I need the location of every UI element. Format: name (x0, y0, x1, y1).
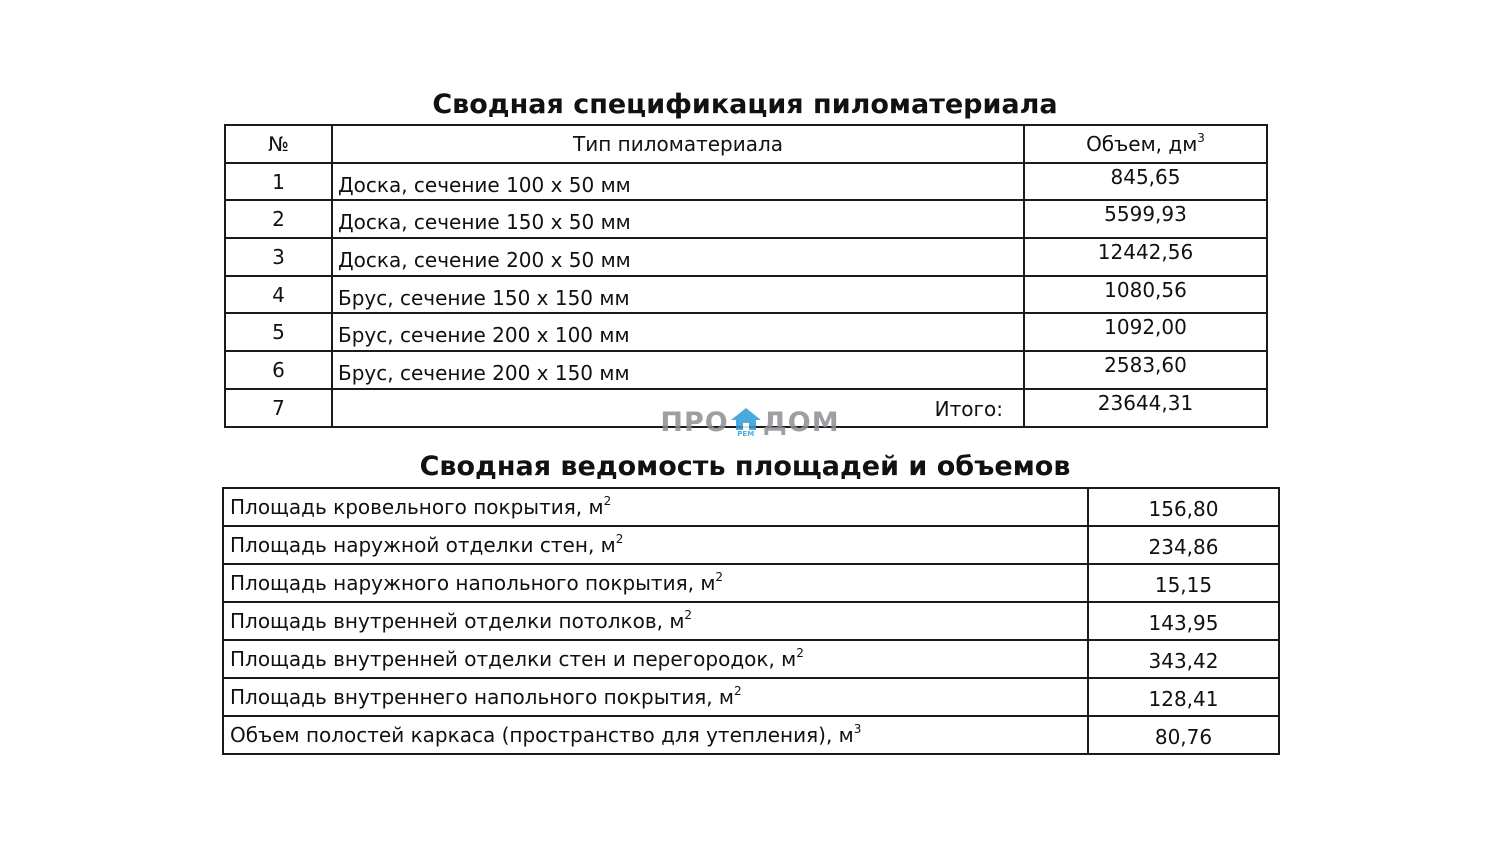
total-label: Итого: (332, 389, 1024, 427)
row-label: Площадь внутренней отделки потолков, $м^2$ (223, 602, 1088, 640)
row-num: 4 (225, 276, 332, 314)
row-label: Площадь наружной отделки стен, $м^2$ (223, 526, 1088, 564)
total-num: 7 (225, 389, 332, 427)
row-num: 2 (225, 200, 332, 238)
row-volume: 845,65 (1024, 163, 1267, 201)
row-value: 343,42 (1088, 640, 1279, 678)
table-row (225, 163, 1267, 201)
row-num: 3 (225, 238, 332, 276)
watermark-text-left: ПРО (660, 406, 729, 438)
spec-title: Сводная спецификация пиломатериала (432, 89, 1058, 120)
row-type: Доска, сечение 100 х 50 мм (332, 163, 1024, 201)
table-row (223, 488, 1279, 526)
header-num: № (225, 125, 332, 163)
areas-table (222, 487, 1280, 755)
table-row (225, 313, 1267, 351)
header-volume: Объем, $дм^3$ (1024, 125, 1267, 163)
header-type: Тип пиломатериала (332, 125, 1024, 163)
row-value: 128,41 (1088, 678, 1279, 716)
row-num: 1 (225, 163, 332, 201)
row-type: Брус, сечение 200 х 100 мм (332, 313, 1024, 351)
row-label: Объем полостей каркаса (пространство для утепления), $м^3$ (223, 716, 1088, 754)
total-volume: 23644,31 (1024, 389, 1267, 427)
table-row (223, 640, 1279, 678)
table-row (225, 200, 1267, 238)
row-num: 6 (225, 351, 332, 389)
table-header-row (225, 125, 1267, 163)
watermark-text-right: ДОМ (762, 406, 840, 438)
table-row (223, 602, 1279, 640)
row-volume: 5599,93 (1024, 200, 1267, 238)
row-volume: 1092,00 (1024, 313, 1267, 351)
row-label: Площадь внутренней отделки стен и перегородок, $м^2$ (223, 640, 1088, 678)
house-icon (731, 407, 761, 437)
table-row (225, 238, 1267, 276)
table-row (223, 526, 1279, 564)
row-type: Доска, сечение 200 х 50 мм (332, 238, 1024, 276)
row-label: Площадь наружного напольного покрытия, $м^2$ (223, 564, 1088, 602)
row-volume: 2583,60 (1024, 351, 1267, 389)
row-volume: 1080,56 (1024, 276, 1267, 314)
table-row (225, 351, 1267, 389)
areas-title: Сводная ведомость площадей и объемов (419, 451, 1071, 482)
table-row (223, 678, 1279, 716)
row-num: 5 (225, 313, 332, 351)
row-volume: 12442,56 (1024, 238, 1267, 276)
watermark-logo (650, 402, 850, 442)
lumber-spec-table (224, 124, 1268, 428)
row-value: 143,95 (1088, 602, 1279, 640)
row-label: Площадь внутреннего напольного покрытия, $м^2$ (223, 678, 1088, 716)
row-value: 234,86 (1088, 526, 1279, 564)
row-value: 156,80 (1088, 488, 1279, 526)
row-value: 80,76 (1088, 716, 1279, 754)
table-row (223, 716, 1279, 754)
row-type: Брус, сечение 150 х 150 мм (332, 276, 1024, 314)
row-type: Брус, сечение 200 х 150 мм (332, 351, 1024, 389)
table-row (225, 276, 1267, 314)
row-value: 15,15 (1088, 564, 1279, 602)
row-type: Доска, сечение 150 х 50 мм (332, 200, 1024, 238)
row-label: Площадь кровельного покрытия, $м^2$ (223, 488, 1088, 526)
watermark-small-text: РЕМ (737, 430, 755, 438)
table-row (223, 564, 1279, 602)
